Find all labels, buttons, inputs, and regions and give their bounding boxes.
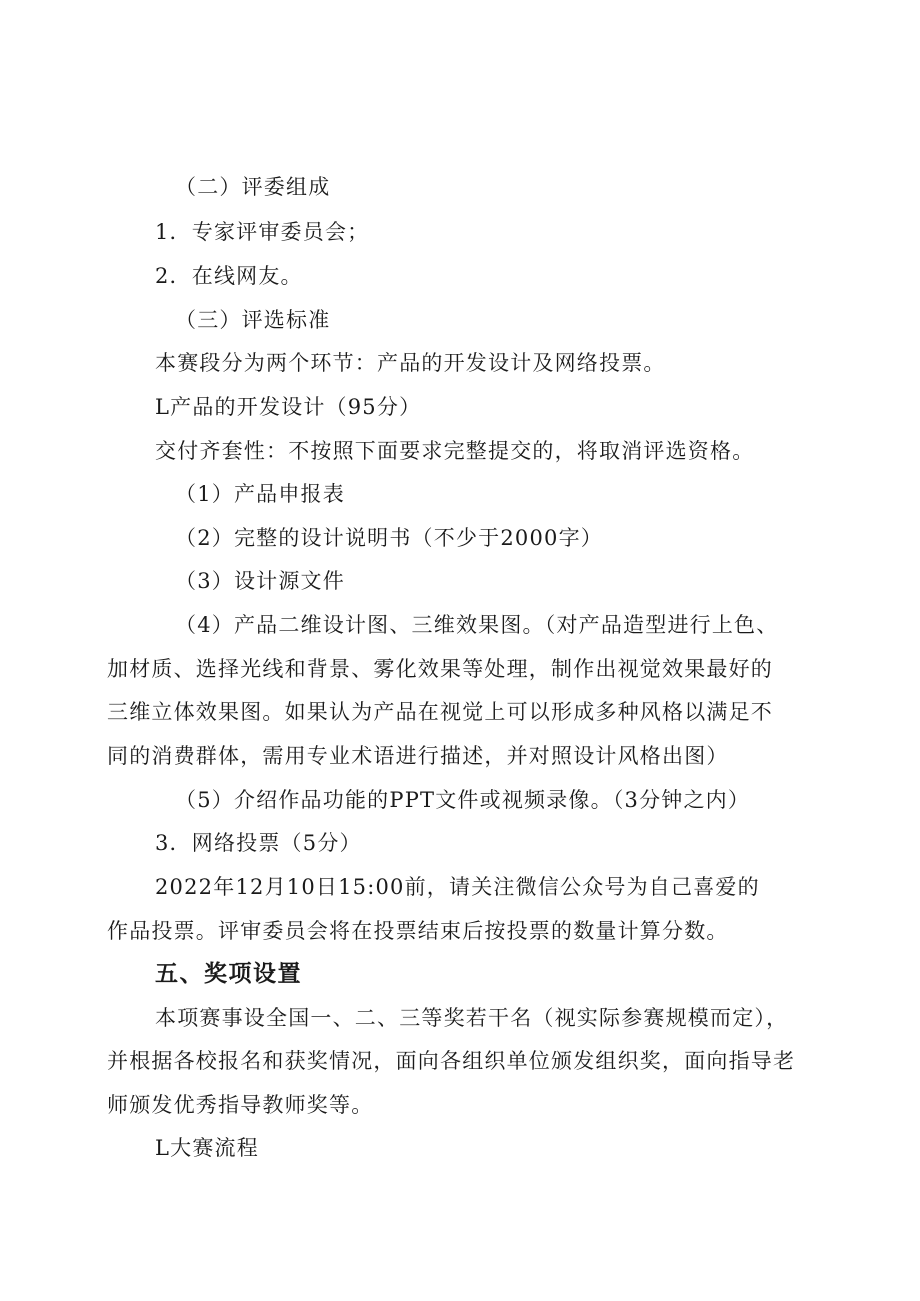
paragraph-continuation: 三维立体效果图。如果认为产品在视觉上可以形成多种风格以满足不: [107, 700, 773, 724]
paragraph-continuation: 同的消费群体，需用专业术语进行描述，并对照设计风格出图）: [107, 744, 729, 768]
section-title-criteria: （三）评选标准: [175, 308, 331, 332]
paragraph: 本赛段分为两个环节：产品的开发设计及网络投票。: [155, 351, 666, 375]
paragraph-continuation: 并根据各校报名和获奖情况，面向各组织单位颁发组织奖，面向指导老: [107, 1049, 796, 1073]
subsection-title: L产品的开发设计（95分）: [155, 395, 422, 419]
list-item: （3）设计源文件: [175, 569, 345, 593]
paragraph: 本项赛事设全国一、二、三等奖若干名（视实际参赛规模而定），: [155, 1006, 789, 1030]
list-item: （4）产品二维设计图、三维效果图。（对产品造型进行上色、: [175, 613, 779, 637]
subsection-title: L大赛流程: [155, 1136, 259, 1160]
section-heading-awards: 五、奖项设置: [155, 961, 302, 987]
subsection-title: 3．网络投票（5分）: [155, 831, 362, 855]
paragraph: 交付齐套性：不按照下面要求完整提交的，将取消评选资格。: [155, 439, 755, 463]
list-item: （1）产品申报表: [175, 482, 345, 506]
list-item: （5）介绍作品功能的PPT文件或视频录像。（3分钟之内）: [175, 788, 751, 812]
list-item: 1．专家评审委员会；: [155, 220, 370, 244]
section-title-judges: （二）评委组成: [175, 175, 331, 199]
paragraph-continuation: 作品投票。评审委员会将在投票结束后按投票的数量计算分数。: [107, 919, 729, 943]
paragraph-continuation: 师颁发优秀指导教师奖等。: [107, 1093, 374, 1117]
paragraph: 2022年12月10日15:00前，请关注微信公众号为自己喜爱的: [155, 875, 760, 899]
paragraph-continuation: 加材质、选择光线和背景、雾化效果等处理，制作出视觉效果最好的: [107, 657, 773, 681]
list-item: 2．在线网友。: [155, 264, 303, 288]
list-item: （2）完整的设计说明书（不少于2000字）: [175, 526, 604, 550]
